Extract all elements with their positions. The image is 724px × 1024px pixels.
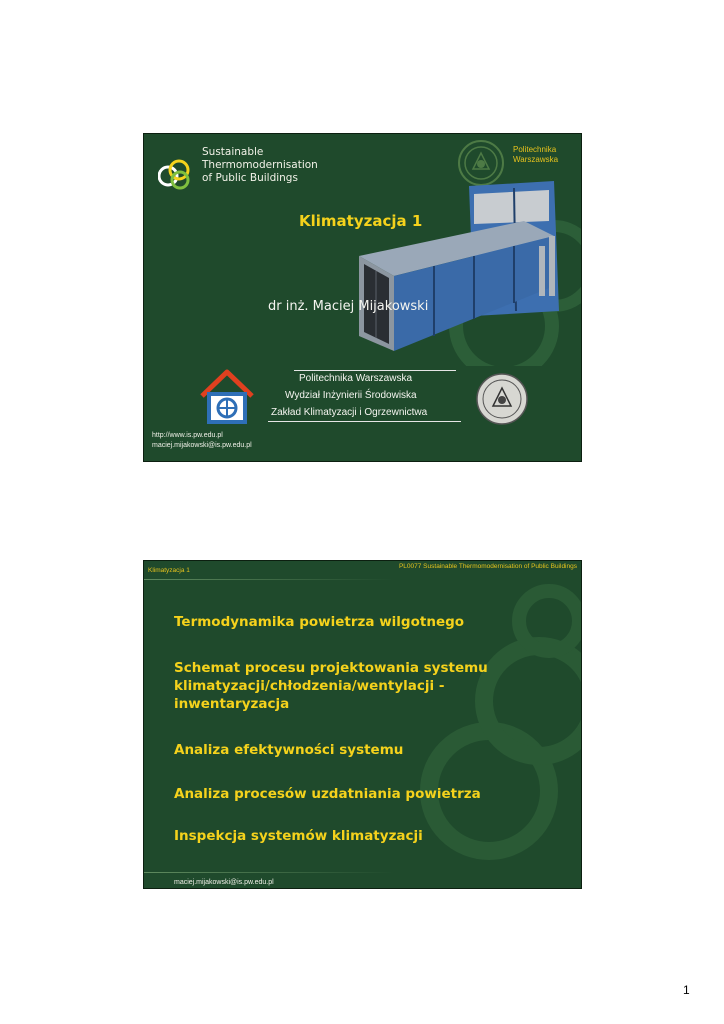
- footer-divider: [144, 872, 394, 873]
- author-name: dr inż. Maciej Mijakowski: [268, 299, 429, 314]
- logo-line: of Public Buildings: [202, 172, 298, 184]
- divider: [268, 421, 461, 422]
- logo-line: Sustainable: [202, 146, 264, 158]
- air-handling-unit-image: [354, 176, 582, 366]
- slide-header-title: Klimatyzacja 1: [148, 567, 190, 574]
- website-link[interactable]: http://www.is.pw.edu.pl: [152, 432, 223, 439]
- agenda-item: Inspekcja systemów klimatyzacji: [174, 828, 423, 844]
- agenda-item: Termodynamika powietrza wilgotnego: [174, 614, 465, 630]
- project-logo-text: [202, 146, 318, 185]
- slide-title: Klimatyzacja 1: [299, 212, 423, 230]
- divider: [294, 370, 456, 371]
- agenda-item: Analiza procesów uzdatniania powietrza: [174, 786, 481, 802]
- footer-email[interactable]: maciej.mijakowski@is.pw.edu.pl: [174, 879, 274, 886]
- affiliation-line: Politechnika Warszawska: [299, 373, 413, 384]
- header-divider: [144, 579, 394, 580]
- university-name: [513, 145, 558, 165]
- university-name-line: Politechnika: [513, 145, 557, 154]
- affiliation-line: Zakład Klimatyzacji i Ogrzewnictwa: [271, 407, 428, 418]
- step-logo-icon: [158, 156, 192, 190]
- agenda-item: Analiza efektywności systemu: [174, 742, 404, 758]
- department-logo-icon: [196, 366, 258, 428]
- contact-links: [152, 431, 252, 451]
- university-name-line: Warszawska: [513, 155, 559, 164]
- logo-line: Thermomodernisation: [202, 159, 318, 171]
- university-seal-icon: [475, 372, 529, 426]
- agenda-item: Schemat procesu projektowania systemu klimatyzacji/chłodzenia/wentylacji - inwentaryzacja: [174, 660, 488, 712]
- slide-header-project: PL0077 Sustainable Thermomodernisation of Public Buildings: [398, 563, 577, 570]
- title-slide: [143, 133, 582, 462]
- agenda-slide: [143, 560, 582, 889]
- page-number: 1: [683, 983, 690, 997]
- email-link[interactable]: maciej.mijakowski@is.pw.edu.pl: [152, 442, 252, 449]
- affiliation-line: Wydział Inżynierii Środowiska: [285, 390, 417, 401]
